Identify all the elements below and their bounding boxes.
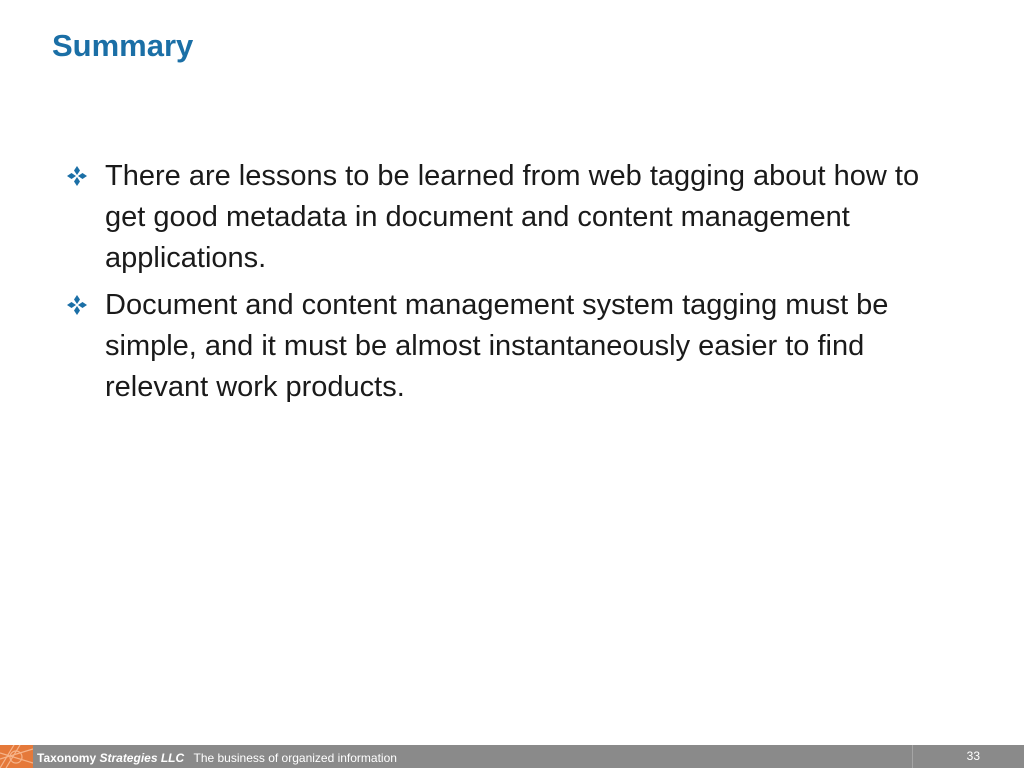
footer-text (37, 745, 397, 768)
footer-tagline: The business of organized information (193, 751, 397, 765)
footer-company-name: Taxonomy (37, 751, 97, 765)
diamond-bullet-icon (66, 294, 88, 316)
diamond-bullet-icon (66, 165, 88, 187)
footer-divider (912, 745, 913, 768)
bullet-list (66, 156, 966, 414)
bullet-item (66, 285, 966, 408)
footer-bar (0, 745, 1024, 768)
bullet-text: Document and content management system tagging must be simple, and it must be almost instantaneously easier to find relevant work products. (105, 289, 889, 403)
footer-company-suffix: Strategies LLC (99, 751, 185, 765)
page-number: 33 (966, 749, 980, 763)
bullet-item (66, 156, 966, 279)
slide-title: Summary (52, 28, 194, 63)
company-logo-icon (0, 745, 33, 768)
bullet-text: There are lessons to be learned from web tagging about how to get good metadata in document and content management applications. (105, 160, 920, 274)
